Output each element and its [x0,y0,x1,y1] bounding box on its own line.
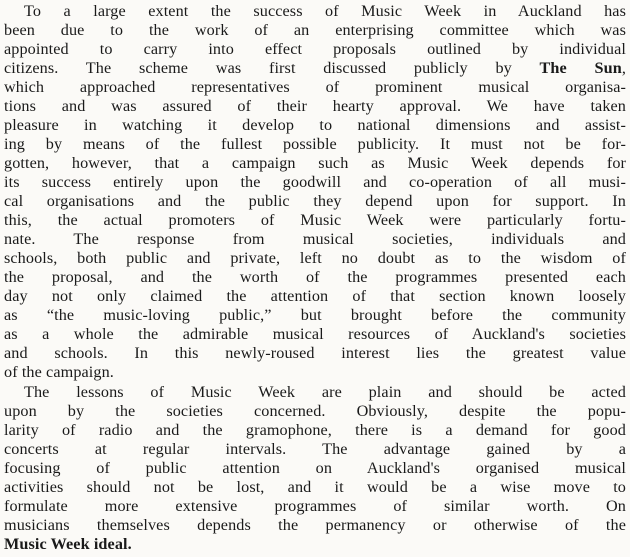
line-4-text: citizens. The scheme was first discussed publicly by [4,59,512,77]
paragraph-2-line-9: Music Week ideal. [4,535,132,553]
paragraph-2-line-8: musicians themselves depends the permanency or otherwise of the [4,516,626,534]
paragraph-1-line-20: of the campaign. [4,363,114,381]
paragraph-2-line-4: concerts at regular intervals. The advantage gained by a [4,440,626,458]
paragraph-1-line-13: nate. The response from musical societies, individuals and [4,230,626,248]
paragraph-1-line-16: day not only claimed the attention of that section known loosely [4,287,626,305]
paragraph-1-line-7: pleasure in watching it develop to national dimensions and assist- [4,116,626,134]
paragraph-1-line-3: appointed to carry into effect proposals outlined by individual [4,40,626,58]
paragraph-1-line-2: been due to the work of an enterprising committee which was [4,21,626,39]
paragraph-1-line-4 [4,59,626,78]
paragraph-2-line-2: upon by the societies concerned. Obviously, despite the popu- [4,402,626,420]
paragraph-1-line-6: tions and was assured of their hearty approval. We have taken [4,97,626,115]
paragraph-1-line-18: as a whole the admirable musical resources of Auckland's societies [4,325,626,343]
paragraph-1-line-19: and schools. In this newly-roused interest lies the greatest value [4,344,626,362]
paragraph-1-line-11: cal organisations and the public they depend upon for support. In [4,192,626,210]
paragraph-1-line-15: the proposal, and the worth of the programmes presented each [4,268,626,286]
newspaper-name-punctuation: , [621,59,626,77]
paragraph-2-line-5: focusing of public attention on Auckland's organised musical [4,459,626,477]
paragraph-1-line-17: as “the music-loving public,” but brought before the community [4,306,626,324]
paragraph-1-line-9: gotten, however, that a campaign such as Music Week depends for [4,154,626,172]
paragraph-1-line-5: which approached representatives of prominent musical organisa- [4,78,626,96]
paragraph-1-line-8: ing by means of the fullest possible publicity. It must not be for- [4,135,626,153]
paragraph-1-line-14: schools, both public and private, left no doubt as to the wisdom of [4,249,626,267]
paragraph-1-line-1: To a large extent the success of Music Week in Auckland has [24,2,626,20]
paragraph-2-line-3: larity of radio and the gramophone, there is a demand for good [4,421,626,439]
paragraph-2-line-7: formulate more extensive programmes of similar worth. On [4,497,626,515]
paragraph-2-line-6: activities should not be lost, and it would be a wise move to [4,478,626,496]
paragraph-1-line-10: its success entirely upon the goodwill and co-operation of all musi- [4,173,626,191]
paragraph-2-line-1: The lessons of Music Week are plain and should be acted [24,383,626,401]
newspaper-name: The Sun [539,59,622,77]
paragraph-1-line-12: this, the actual promoters of Music Week were particularly fortu- [4,211,626,229]
